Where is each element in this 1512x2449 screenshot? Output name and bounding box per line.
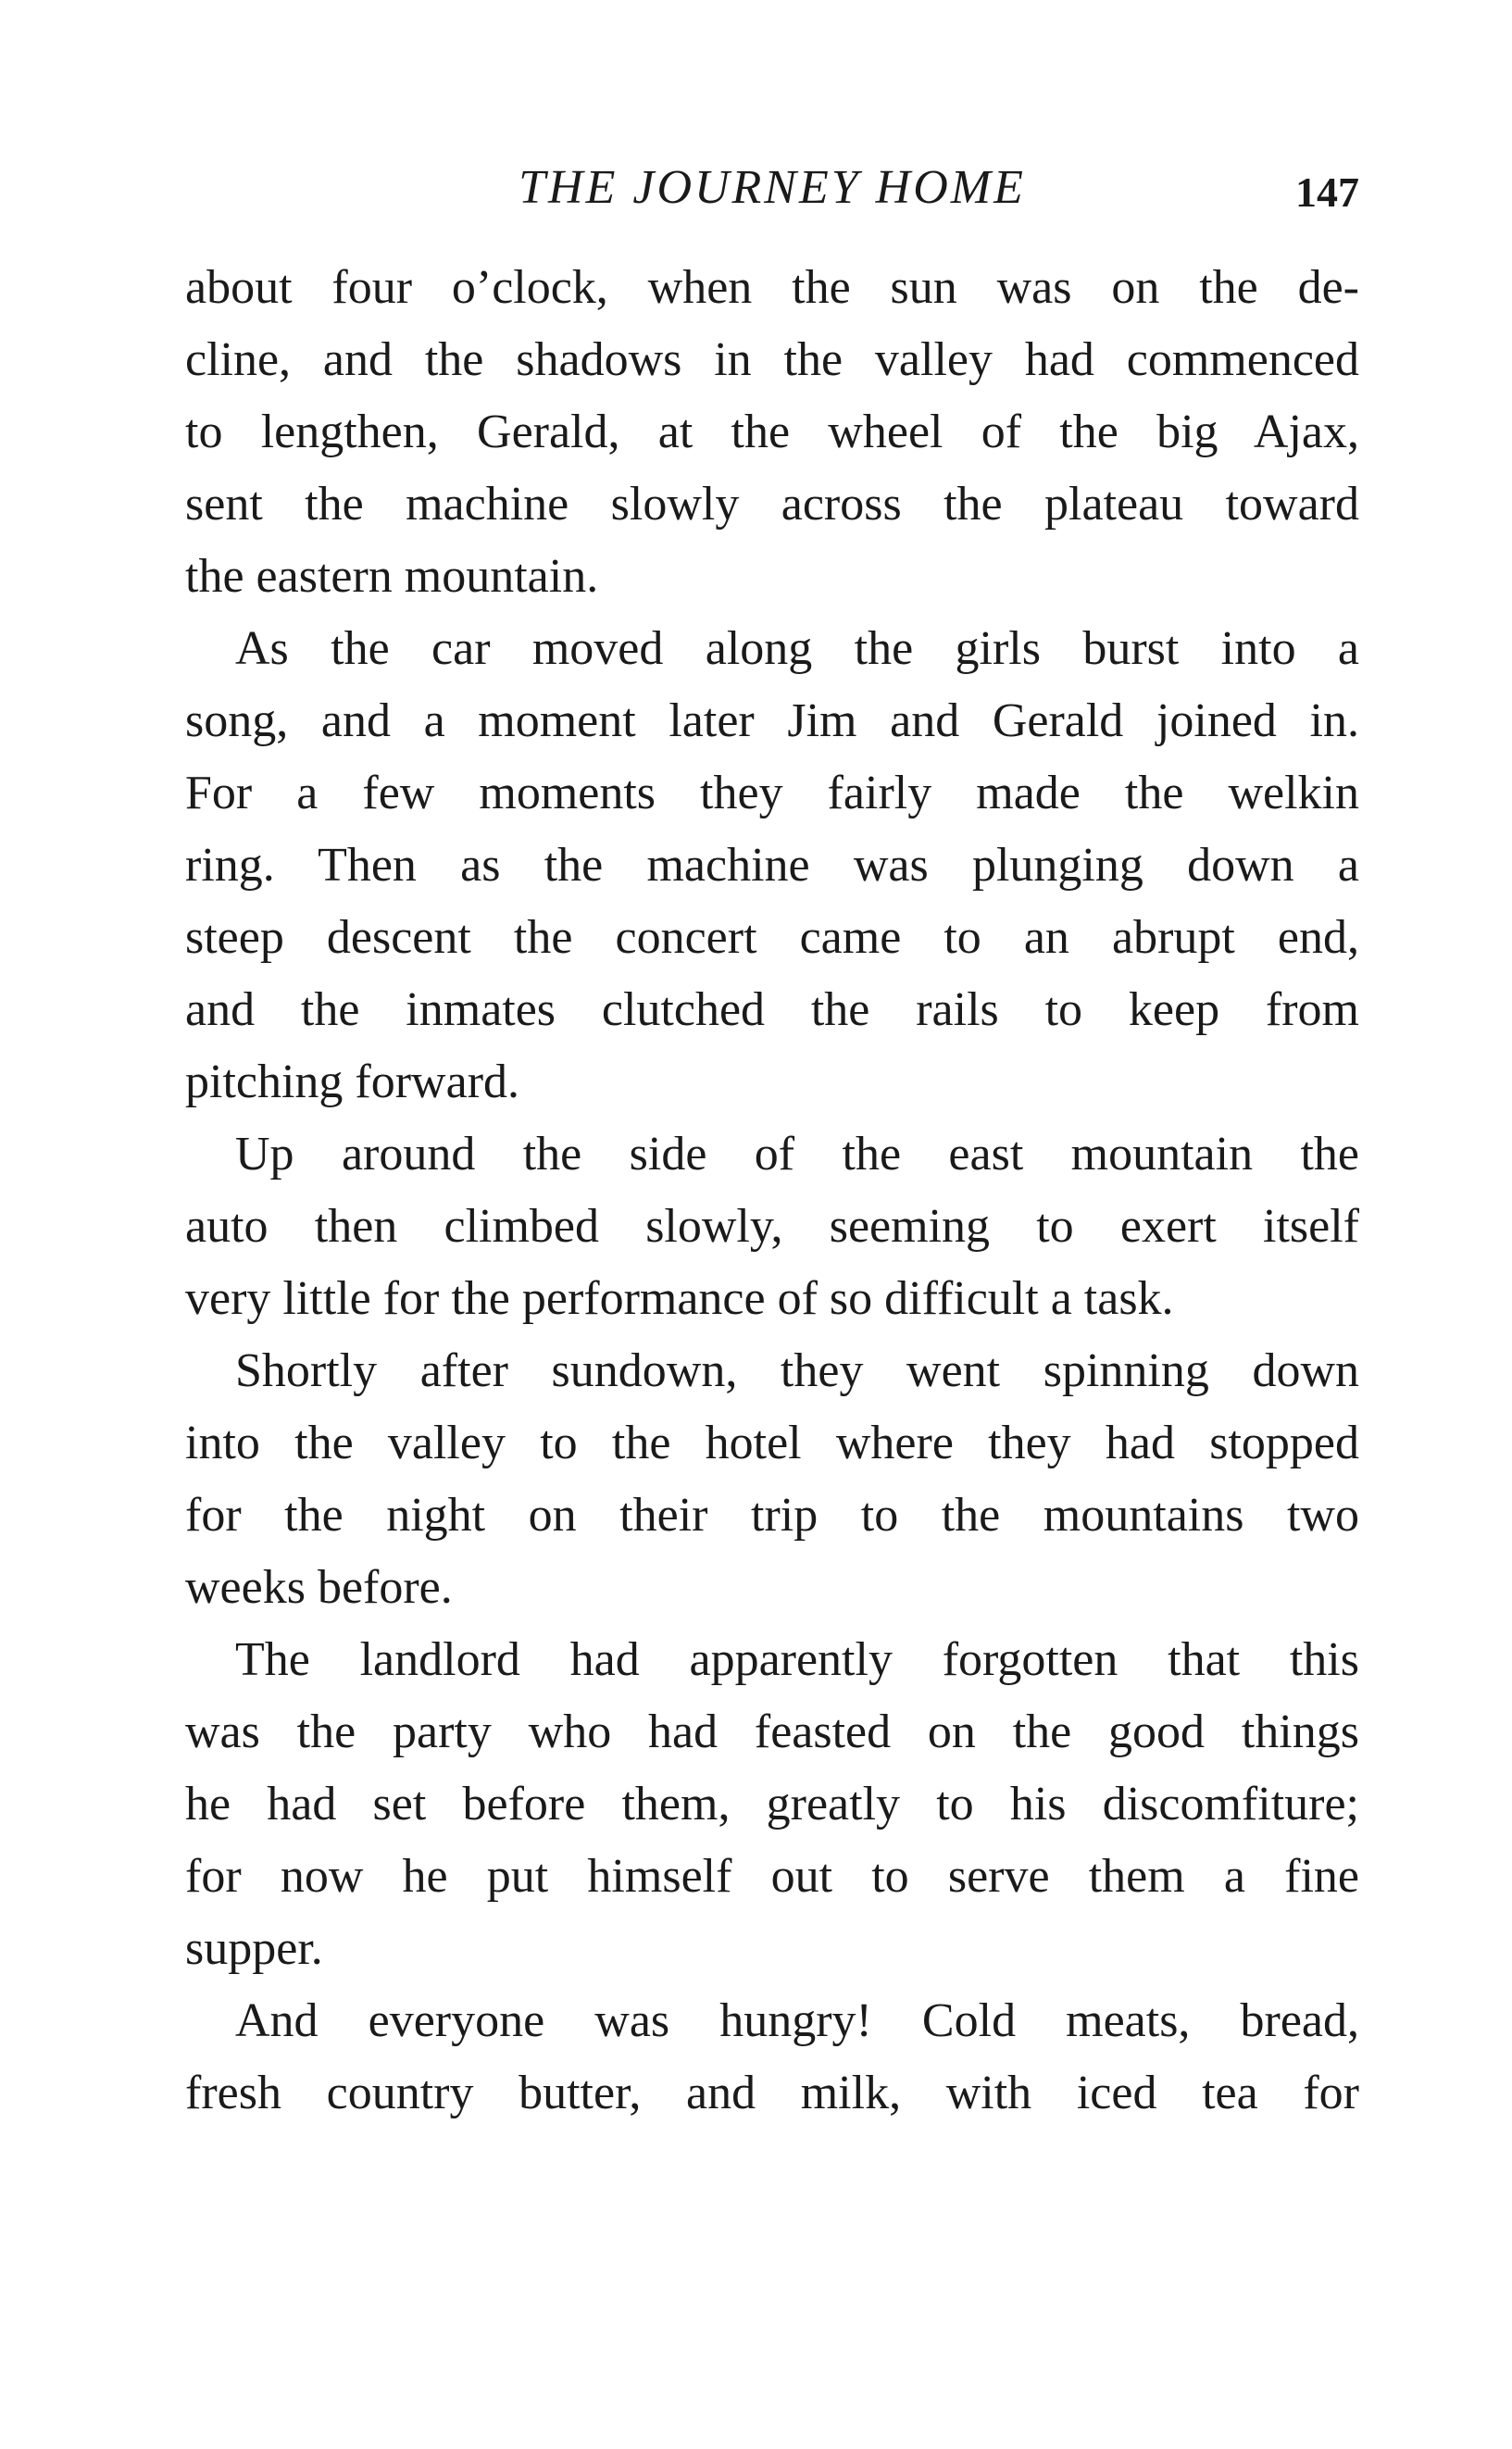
text-line: to lengthen, Gerald, at the wheel of the big Ajax,	[185, 406, 1359, 458]
text-line: cline, and the shadows in the valley had commenced	[185, 333, 1359, 386]
page-header	[185, 156, 1359, 220]
text-line: into the valley to the hotel where they had stopped	[185, 1417, 1359, 1469]
text-line: was the party who had feasted on the good things	[185, 1706, 1359, 1758]
text-line: sent the machine slowly across the plateau toward	[185, 478, 1359, 531]
text-line: for now he put himself out to serve them a fine	[185, 1850, 1359, 1903]
page-number: 147	[1295, 169, 1359, 216]
text-line: weeks before.	[185, 1561, 453, 1614]
text-line: for the night on their trip to the mountains two	[185, 1489, 1359, 1542]
running-head: THE JOURNEY HOME	[519, 161, 1026, 214]
body-text	[185, 252, 1359, 2130]
text-line: ring. Then as the machine was plunging down a	[185, 839, 1359, 892]
text-line: steep descent the concert came to an abrupt end,	[185, 911, 1359, 964]
text-line: And everyone was hungry! Cold meats, bread,	[235, 1994, 1359, 2047]
text-line: Shortly after sundown, they went spinning down	[235, 1344, 1359, 1397]
text-line: song, and a moment later Jim and Gerald joined in.	[185, 694, 1359, 747]
text-line: The landlord had apparently forgotten that this	[235, 1633, 1359, 1686]
text-line: Up around the side of the east mountain the	[235, 1128, 1359, 1181]
text-line: very little for the performance of so difficult a task.	[185, 1272, 1174, 1325]
text-line: the eastern mountain.	[185, 550, 599, 603]
text-line: auto then climbed slowly, seeming to exert itself	[185, 1200, 1359, 1253]
text-line: he had set before them, greatly to his discomfiture;	[185, 1778, 1359, 1831]
text-line: fresh country butter, and milk, with iced tea for	[185, 2067, 1359, 2119]
text-line: For a few moments they fairly made the welkin	[185, 767, 1359, 819]
text-line: about four o’clock, when the sun was on the de-	[185, 261, 1359, 314]
text-line: As the car moved along the girls burst into a	[235, 622, 1359, 675]
text-line: pitching forward.	[185, 1056, 520, 1108]
text-line: and the inmates clutched the rails to keep from	[185, 983, 1359, 1036]
text-line: supper.	[185, 1922, 323, 1975]
